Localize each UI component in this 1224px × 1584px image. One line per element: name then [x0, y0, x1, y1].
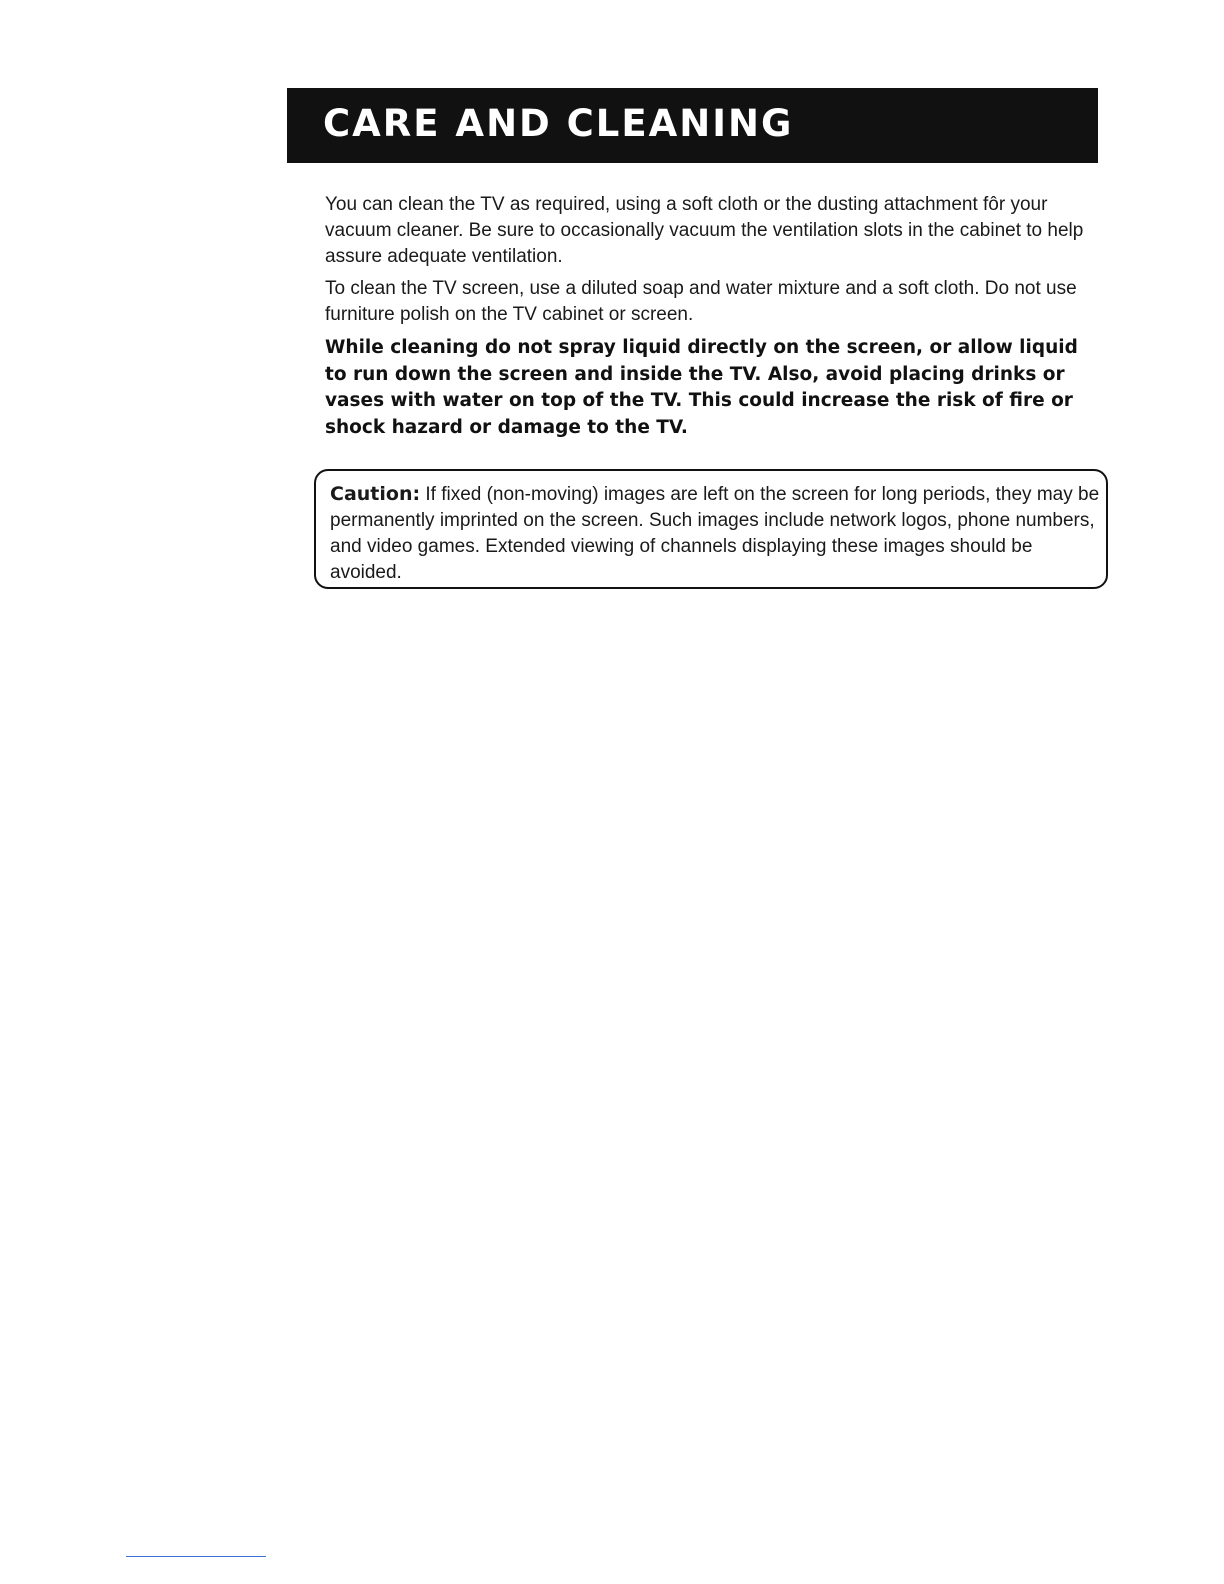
- footer-rule: [126, 1556, 266, 1557]
- caution-label: Caution:: [330, 483, 421, 505]
- liquid-warning: While cleaning do not spray liquid directly on the screen, or allow liquid to run down the screen and inside the TV. Also, avoid placing drinks or vases with water on top of the TV. This could increase the risk of fire or shock hazard or damage to the TV.: [325, 337, 1078, 438]
- caution-body: If fixed (non-moving) images are left on the screen for long periods, they may be permanently imprinted on the screen. Such images include network logos, phone numbers, and video games. Extended viewing of channels displaying these images should be avoided.: [330, 484, 1100, 583]
- cleaning-paragraph: You can clean the TV as required, using a soft cloth or the dusting attachment fôr your vacuum cleaner. Be sure to occasionally vacuum the ventilation slots in the cabinet to help assure adequate ventilation.: [325, 194, 1084, 267]
- caution-box: [314, 469, 1108, 589]
- page-title: CARE AND CLEANING: [323, 102, 794, 145]
- screen-cleaning-paragraph: To clean the TV screen, use a diluted soap and water mixture and a soft cloth. Do not use furniture polish on the TV cabinet or screen.: [325, 278, 1077, 325]
- section-title-bar: [287, 88, 1098, 163]
- caution-text: [330, 481, 1105, 586]
